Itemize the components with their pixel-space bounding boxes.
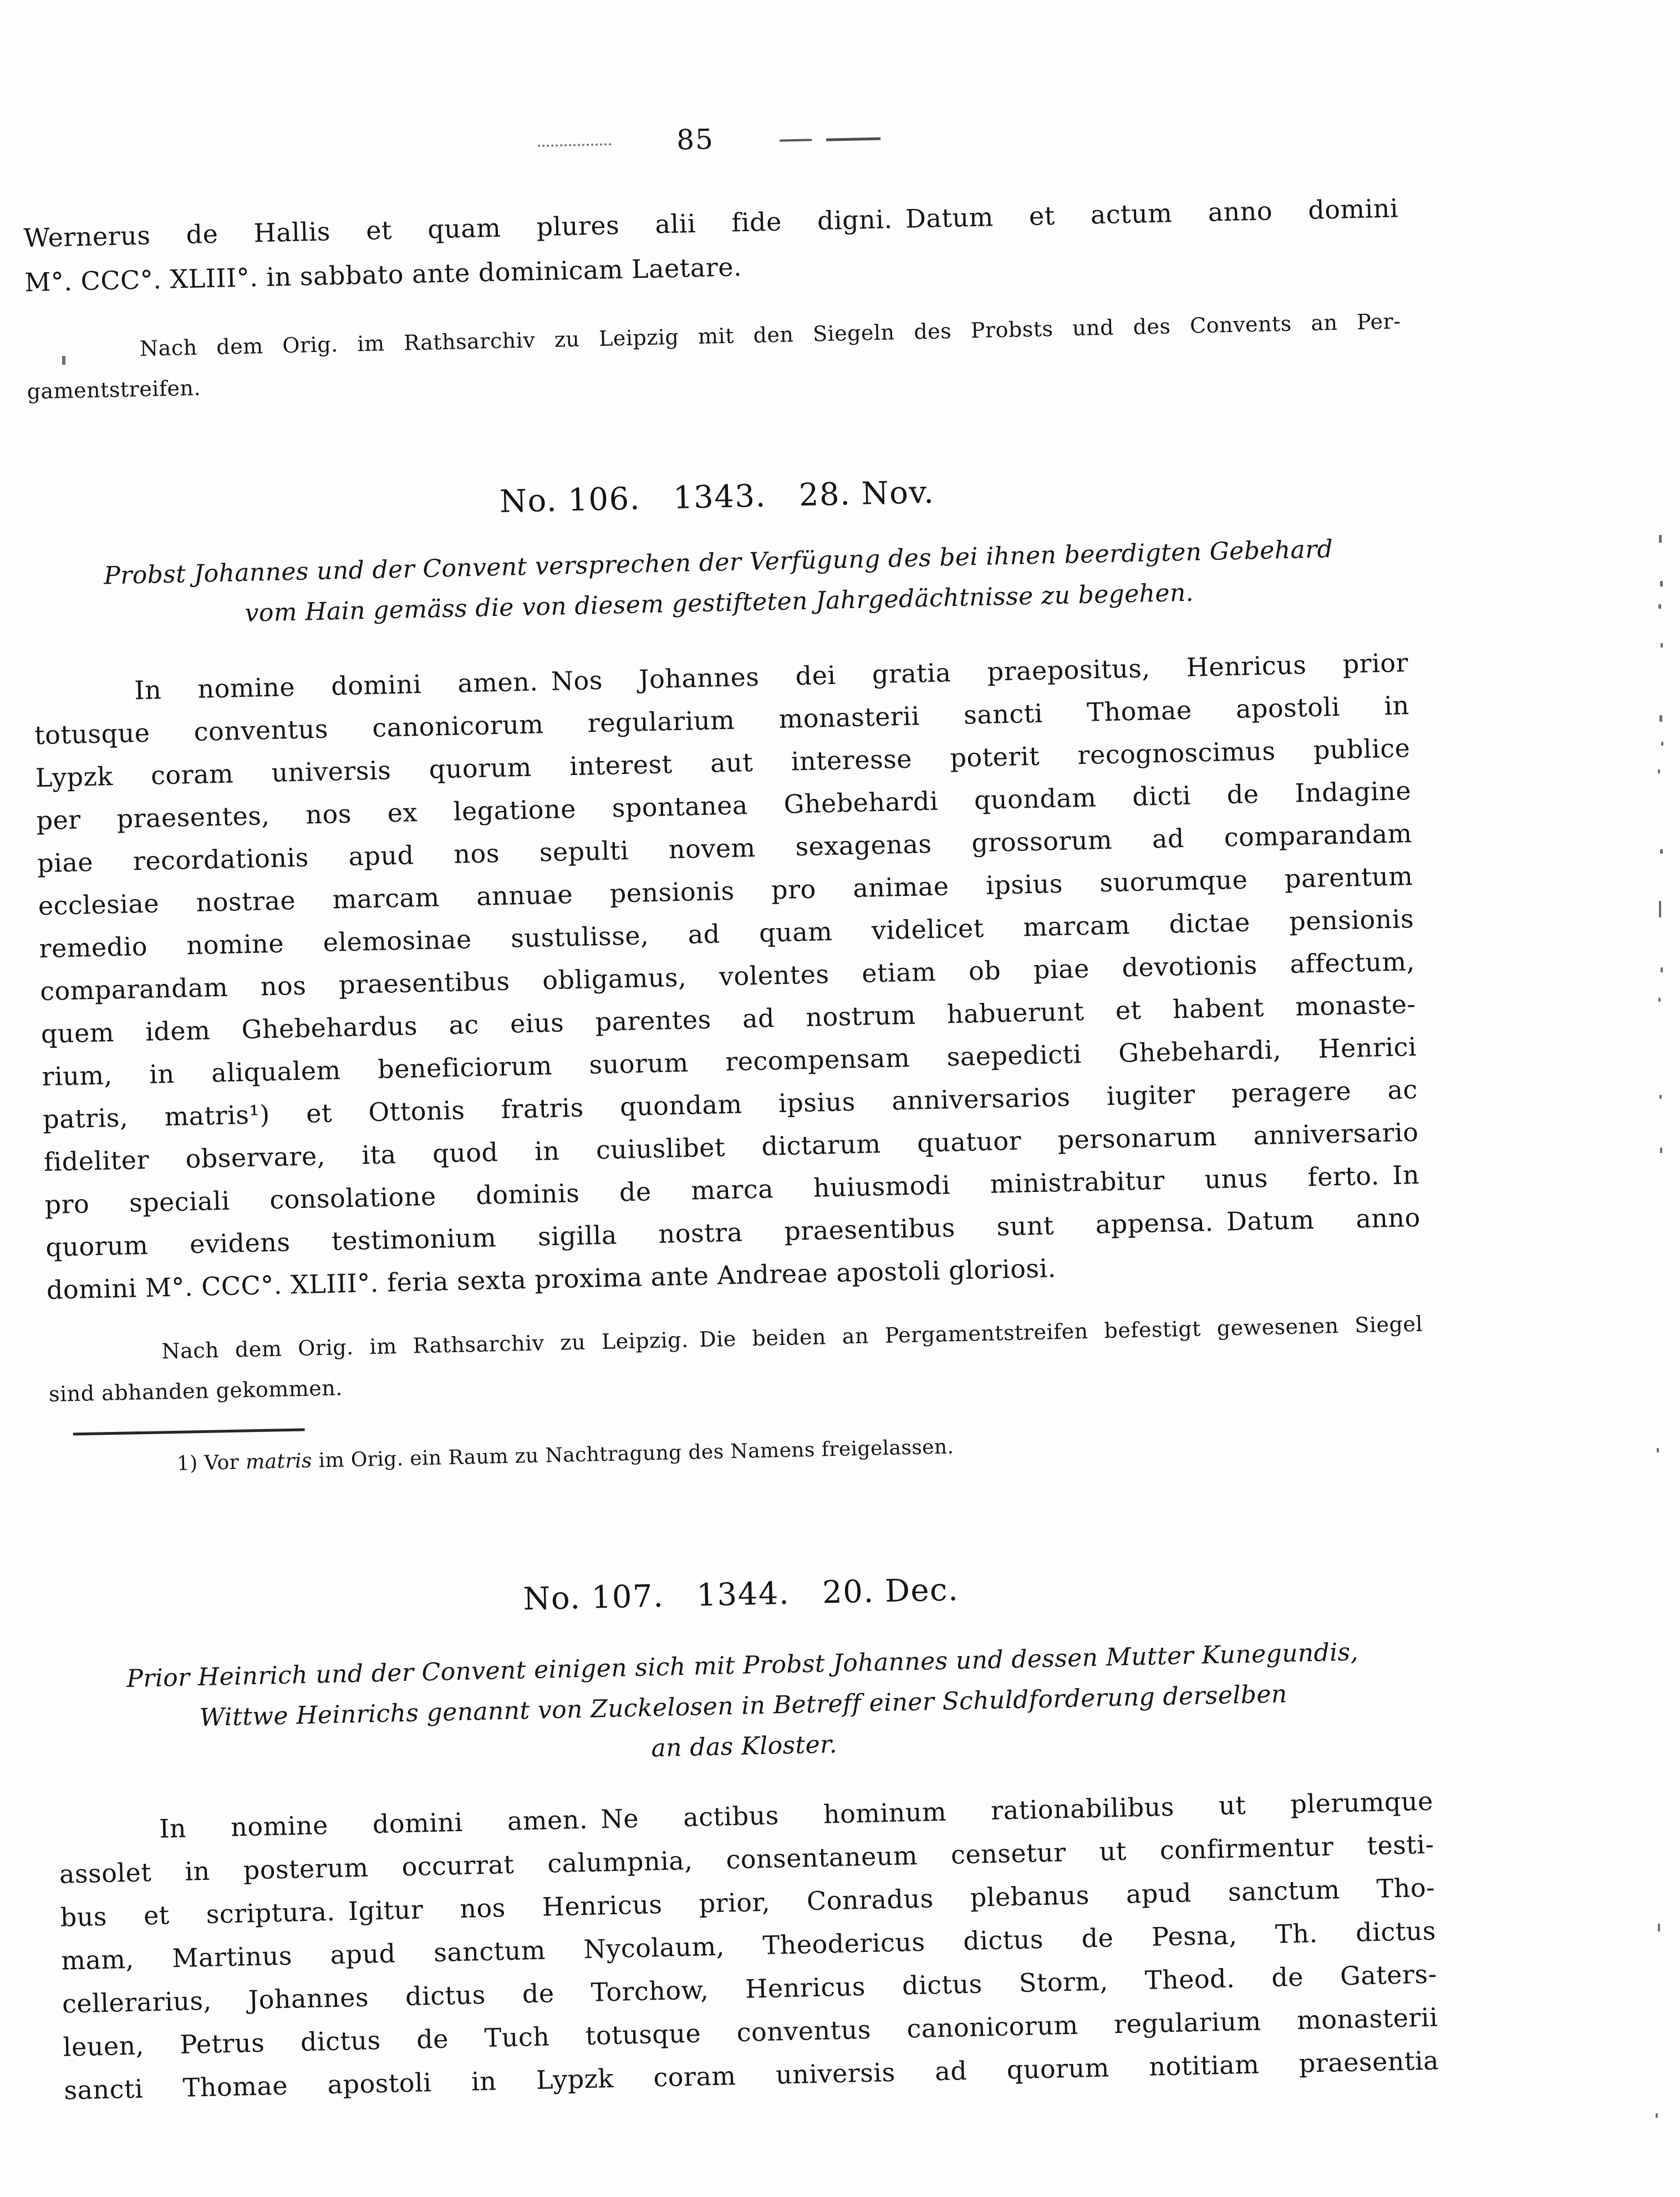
- source-note-line: gamentstreifen.: [27, 375, 201, 404]
- scan-speckle: [1657, 1448, 1659, 1452]
- entry-107-heading: No. 107. 1344. 20. Dec.: [522, 1572, 959, 1618]
- summary-line: vom Hain gemäss die von diesem gestifteten Jahrgedächtnisse zu begehen.: [245, 578, 1194, 628]
- footnote-separator-rule: [73, 1428, 305, 1435]
- dash-segment: [826, 137, 880, 141]
- scan-speckle: [1659, 715, 1662, 722]
- scan-speckle: [1661, 742, 1663, 746]
- text-line: pro speciali consolatione dominis de marca huiusmodi ministrabitur unus ferto. In: [44, 1159, 1420, 1220]
- source-note-line: Nach dem Orig. im Rathsarchiv zu Leipzig mit den Siegeln des Probsts und des Convents an Per-: [139, 309, 1401, 361]
- entry-105-continuation: [23, 186, 1400, 304]
- scan-speckle: [1659, 1095, 1662, 1099]
- text-line: comparandam nos praesentibus obligamus, volentes etiam ob piae devotionis affectum,: [39, 946, 1416, 1007]
- text-line: remedio nomine elemosinae sustulisse, ad quam videlicet marcam dictae pensionis: [38, 904, 1414, 964]
- scan-speckle: [1658, 769, 1660, 773]
- text-line: piae recordationis apud nos sepulti novem sexagenas grossorum ad comparandam: [37, 818, 1413, 879]
- text-line: patris, matris¹) et Ottonis fratris quondam ipsius anniversarios iugiter peragere ac: [42, 1074, 1418, 1135]
- scan-speckle: [1661, 967, 1663, 972]
- page-number: 85: [676, 123, 715, 156]
- scan-speckle: [1656, 2113, 1658, 2118]
- entry-106-summary: [30, 527, 1407, 638]
- dash-segment: [780, 139, 812, 141]
- scan-speckle: [1660, 1148, 1662, 1153]
- text-line: quem idem Ghebehardus ac eius parentes ad nostrum habuerunt et habent monaste-: [40, 988, 1416, 1049]
- text-line: leuen, Petrus dictus de Tuch totusque conventus canonicorum regularium monasterii: [63, 2002, 1438, 2062]
- entry-107-summary: [55, 1630, 1432, 1782]
- summary-line: an das Kloster.: [651, 1730, 838, 1763]
- footnote-italic-term: matris: [245, 1449, 313, 1474]
- scan-speckle: [1661, 643, 1663, 648]
- text-line: rium, in aliqualem beneficiorum suorum recompensam saepedicti Ghebehardi, Henrici: [42, 1031, 1417, 1092]
- text-line: assolet in posterum occurrat calumpnia, consentaneum censetur ut confirmentur testi-: [59, 1829, 1435, 1889]
- scan-speckle: [1658, 604, 1661, 609]
- scan-speckle: [1658, 998, 1661, 1002]
- text-line: ecclesiae nostrae marcam annuae pensionis pro animae ipsius suorumque parentum: [38, 861, 1413, 921]
- text-line: sancti Thomae apostoli in Lypzk coram universis ad quorum notitiam praesentia: [63, 2045, 1439, 2106]
- text-line: mam, Martinus apud sanctum Nycolaum, Theodericus dictus de Pesna, Th. dictus: [60, 1915, 1437, 1976]
- text-line: In nomine domini amen. Nos Johannes dei gratia praepositus, Henricus prior: [134, 648, 1409, 706]
- text-line: per praesentes, nos ex legatione spontanea Ghebehardi quondam dicti de Indagine: [35, 776, 1412, 836]
- source-note-line: sind abhanden gekommen.: [48, 1375, 343, 1406]
- source-note-line: Nach dem Orig. im Rathsarchiv zu Leipzig. Die beiden an Pergamentstreifen befestigt gewesenen Siegel: [161, 1311, 1423, 1364]
- text-line: Lypzk coram universis quorum interest aut interesse poterit recognoscimus publice: [35, 733, 1411, 793]
- scan-speckle: [1658, 1924, 1660, 1931]
- entry-105-source-note: [26, 301, 1402, 412]
- scan-speckle: [1659, 535, 1662, 543]
- footnote-text: im Orig. ein Raum zu Nachtragung des Namens freigelassen.: [312, 1435, 954, 1472]
- entry-107-body: [58, 1780, 1439, 2112]
- text-line: cellerarius, Johannes dictus de Torchow, Henricus dictus Storm, Theod. de Gaters-: [62, 1959, 1438, 2019]
- page-header: [22, 108, 1397, 170]
- text-line: bus et scriptura. Igitur nos Henricus prior, Conradus plebanus apud sanctum Tho-: [60, 1872, 1435, 1933]
- summary-line: Prior Heinrich und der Convent einigen sich mit Probst Johannes und dessen Mutter Kunegundis,: [126, 1638, 1359, 1693]
- text-line: In nomine domini amen. Ne actibus hominum rationabilibus ut plerumque: [159, 1786, 1434, 1844]
- text-line: fideliter observare, ita quod in cuiuslibet dictarum quatuor personarum anniversario: [43, 1117, 1419, 1177]
- scan-speckle: [62, 356, 65, 365]
- scan-speckle: [1660, 849, 1663, 854]
- entry-106-body: [33, 641, 1422, 1312]
- text-line: quorum evidens testimonium sigilla nostra praesentibus sunt appensa. Datum anno: [45, 1202, 1421, 1262]
- text-line: M°. CCC°. XLIII°. in sabbato ante dominicam Laetare.: [24, 252, 742, 298]
- print-artifact-left: [538, 143, 611, 147]
- print-artifact-right: [780, 137, 880, 142]
- text-line: domini M°. CCC°. XLIII°. feria sexta proxima ante Andreae apostoli gloriosi.: [46, 1253, 1057, 1305]
- page-content: [19, 0, 1439, 2112]
- entry-106-source-note: [48, 1304, 1424, 1415]
- scan-speckle: [1660, 581, 1663, 587]
- summary-line: Probst Johannes und der Convent versprechen der Verfügung des bei ihnen beerdigten Gebehard: [103, 535, 1333, 590]
- scan-speckle: [1659, 901, 1661, 917]
- entry-106-heading: No. 106. 1343. 28. Nov.: [499, 474, 935, 520]
- summary-line: Wittwe Heinrichs genannt von Zuckelosen in Betreff einer Schuldforderung derselben: [199, 1680, 1288, 1732]
- text-line: totusque conventus canonicorum regularium monasterii sancti Thomae apostoli in: [34, 690, 1410, 751]
- text-line: Wernerus de Hallis et quam plures alii fide digni. Datum et actum anno domini: [23, 193, 1399, 253]
- footnote-text: 1) Vor: [176, 1451, 246, 1475]
